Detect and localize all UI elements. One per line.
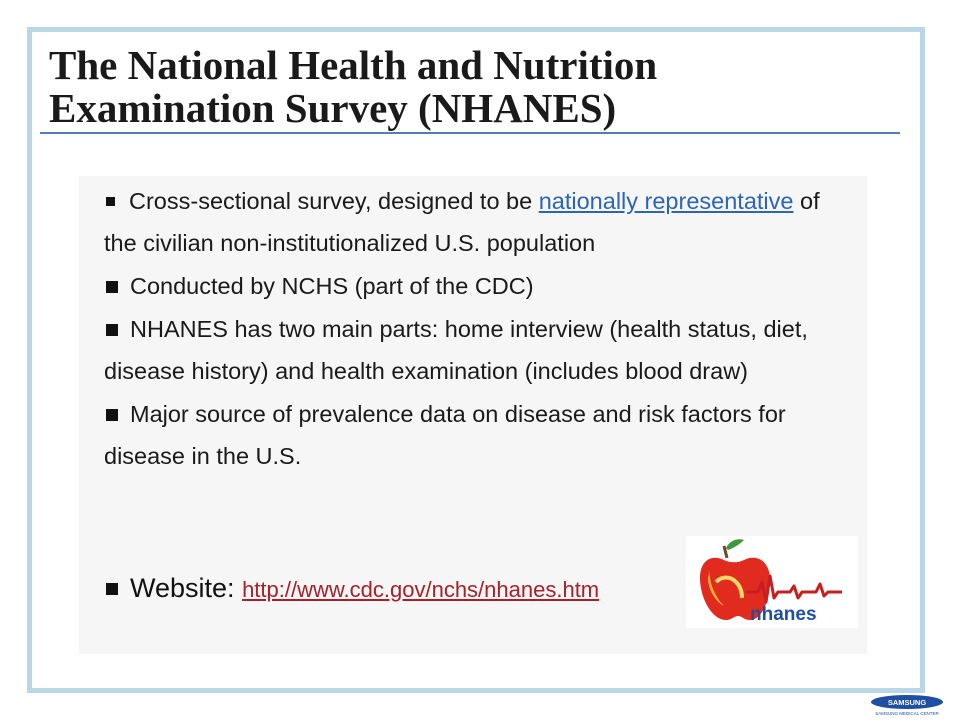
list-item: Major source of prevalence data on disease and risk factors for disease in the U.S. [104, 401, 786, 469]
list-item: Cross-sectional survey, designed to be nationally representative of the civilian non-institutionalized U.S. population [104, 188, 820, 256]
apple-heartbeat-icon [686, 536, 858, 628]
website-label: Website: [130, 573, 235, 603]
nhanes-logo [686, 536, 858, 628]
list-item: Conducted by NCHS (part of the CDC) [104, 265, 844, 307]
title-divider [40, 132, 900, 134]
nationally-representative-link[interactable]: nationally representative [538, 188, 794, 214]
bullet-square-icon [106, 324, 118, 336]
bullet-square-icon [106, 197, 115, 206]
svg-text:SAMSUNG MEDICAL CENTER: SAMSUNG MEDICAL CENTER [875, 711, 939, 716]
samsung-medical-center-logo [868, 694, 946, 716]
bullet-square-icon [106, 409, 118, 421]
bullet-list [104, 180, 844, 478]
svg-text:SAMSUNG: SAMSUNG [887, 698, 927, 707]
samsung-logo-icon [868, 694, 946, 716]
svg-text:nhanes: nhanes [750, 604, 817, 625]
page-title: The National Health and Nutrition Examination Survey (NHANES) [49, 42, 658, 131]
bullet-square-icon [106, 583, 118, 595]
list-item: NHANES has two main parts: home interview (health status, diet, disease history) and health examination (includes blood draw) [104, 316, 808, 384]
website-link[interactable]: http://www.cdc.gov/nchs/nhanes.htm [242, 577, 600, 602]
bullet-square-icon [106, 281, 118, 293]
website-row [104, 566, 599, 610]
